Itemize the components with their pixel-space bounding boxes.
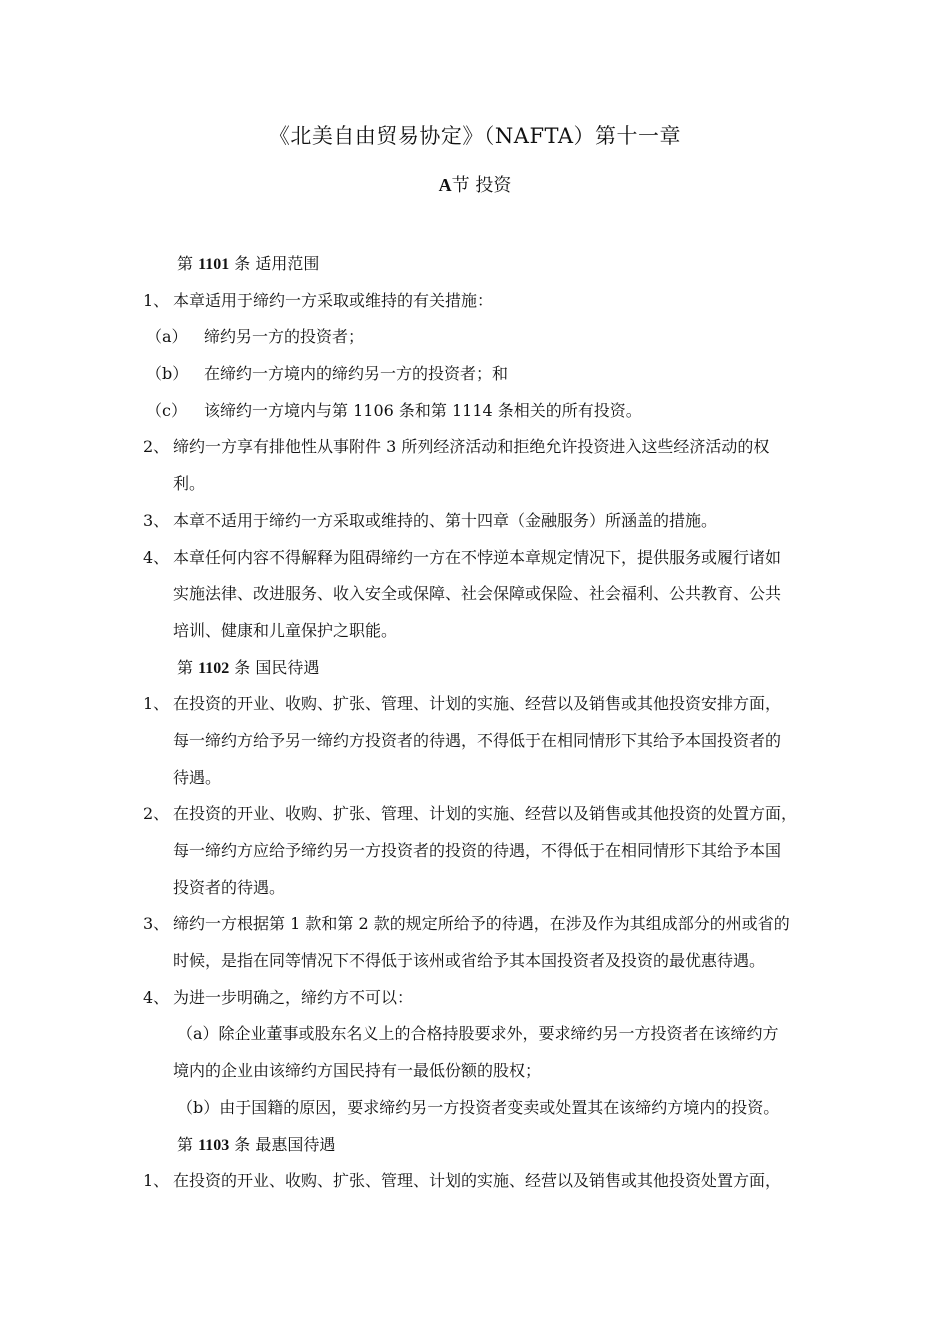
paragraph-1101-2: 2、 缔约一方享有排他性从事附件 3 所列经济活动和拒绝允许投资进入这些经济活动的权 xyxy=(143,437,770,457)
paragraph-1101-2-cont: 利。 xyxy=(173,474,206,494)
document-title: 《北美自由贸易协定》（NAFTA）第十一章 xyxy=(268,124,682,148)
subitem-c: （c） 该缔约一方境内与第 1106 条和第 1114 条相关的所有投资。 xyxy=(146,400,642,420)
paragraph-1103-1: 1、 在投资的开业、收购、扩张、管理、计划的实施、经营以及销售或其他投资处置方面， xyxy=(143,1171,782,1191)
paragraph-1101-4-cont: 实施法律、改进服务、收入安全或保障、社会保障或保险、社会福利、公共教育、公共 xyxy=(173,584,782,604)
paragraph-1101-4: 4、 本章任何内容不得解释为阻碍缔约一方在不悖逆本章规定情况下，提供服务或履行诸如 xyxy=(143,547,782,567)
subitem-b: （b） 在缔约一方境内的缔约另一方的投资者；和 xyxy=(146,364,509,384)
paragraph-1102-3-cont: 时候，是指在同等情况下不得低于该州或省给予其本国投资者及投资的最优惠待遇。 xyxy=(173,951,766,971)
paragraph-1102-2-cont: 每一缔约方应给予缔约另一方投资者的投资的待遇，不得低于在相同情形下其给予本国 xyxy=(173,841,782,860)
paragraph-1102-4: 4、 为进一步明确之，缔约方不可以： xyxy=(143,987,414,1007)
paragraph-1101-4-cont: 培训、健康和儿童保护之职能。 xyxy=(173,620,398,640)
document-body xyxy=(143,246,811,1200)
section-letter: A xyxy=(438,175,452,195)
article-heading-1103: 第 1103 条 最惠国待遇 xyxy=(177,1134,336,1154)
section-heading xyxy=(0,171,950,197)
paragraph-1102-1: 1、 在投资的开业、收购、扩张、管理、计划的实施、经营以及销售或其他投资安排方面， xyxy=(143,694,782,714)
subitem-1102-4a: （a）除企业董事或股东名义上的合格持股要求外，要求缔约另一方投资者在该缔约方 xyxy=(177,1024,779,1044)
paragraph-1102-2-cont: 投资者的待遇。 xyxy=(173,877,286,897)
article-heading-1102: 第 1102 条 国民待遇 xyxy=(177,657,320,677)
paragraph-1101-1: 1、 本章适用于缔约一方采取或维持的有关措施： xyxy=(143,290,494,310)
article-heading-1101: 第 1101 条 适用范围 xyxy=(177,254,320,273)
paragraph-1102-2: 2、 在投资的开业、收购、扩张、管理、计划的实施、经营以及销售或其他投资的处置方面， xyxy=(143,804,798,824)
paragraph-1102-3: 3、 缔约一方根据第 1 款和第 2 款的规定所给予的待遇，在涉及作为其组成部分的州或省的 xyxy=(143,914,790,934)
paragraph-1102-1-cont: 待遇。 xyxy=(173,767,222,787)
section-title: 节 投资 xyxy=(451,175,512,196)
paragraph-1102-1-cont: 每一缔约方给予另一缔约方投资者的待遇，不得低于在相同情形下其给予本国投资者的 xyxy=(173,730,782,750)
paragraph-1101-3: 3、 本章不适用于缔约一方采取或维持的、第十四章（金融服务）所涵盖的措施。 xyxy=(143,510,718,530)
subitem-1102-4a-cont: 境内的企业由该缔约方国民持有一最低份额的股权； xyxy=(173,1061,542,1081)
subitem-1102-4b: （b）由于国籍的原因，要求缔约另一方投资者变卖或处置其在该缔约方境内的投资。 xyxy=(177,1097,780,1117)
subitem-a: （a） 缔约另一方的投资者； xyxy=(146,327,365,347)
